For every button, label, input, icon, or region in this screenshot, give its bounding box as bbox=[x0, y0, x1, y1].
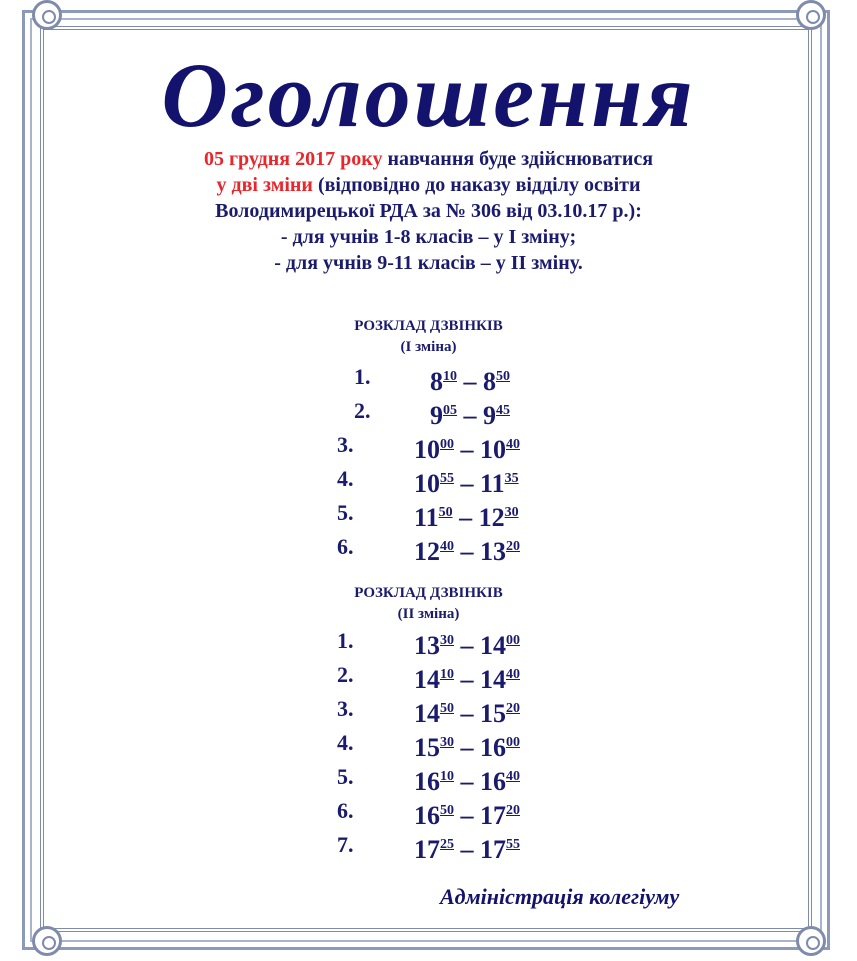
start-minute: 10 bbox=[440, 667, 454, 682]
end-minute: 40 bbox=[506, 437, 520, 452]
schedule-2-list bbox=[0, 624, 857, 862]
lesson-time: $10^{00} - 10^{40}$ bbox=[414, 435, 520, 464]
corner-ornament-icon bbox=[32, 0, 62, 30]
lesson-time: $14^{10} - 14^{40}$ bbox=[414, 665, 520, 694]
start-hour: 11 bbox=[414, 503, 439, 532]
start-hour: 14 bbox=[414, 699, 440, 728]
lesson-time: $17^{25} - 17^{55}$ bbox=[414, 835, 520, 864]
lesson-number: 4. bbox=[337, 730, 354, 755]
lesson-number: 2. bbox=[337, 662, 354, 687]
lesson-number: 3. bbox=[337, 696, 354, 721]
end-hour: 14 bbox=[480, 665, 506, 694]
lesson-time: $16^{50} - 17^{20}$ bbox=[414, 801, 520, 830]
start-hour: 10 bbox=[414, 469, 440, 498]
start-minute: 55 bbox=[440, 471, 454, 486]
start-minute: 10 bbox=[443, 369, 457, 384]
corner-ornament-icon bbox=[796, 0, 826, 30]
lesson-time: $11^{50} - 12^{30}$ bbox=[414, 503, 519, 532]
lesson-number: 5. bbox=[337, 500, 354, 525]
intro-line-3: Володимирецької РДА за № 306 від 03.10.17 р.): bbox=[215, 200, 642, 222]
intro-line-2-rest: (відповідно до наказу відділу освіти bbox=[312, 174, 641, 196]
start-minute: 25 bbox=[440, 837, 454, 852]
end-hour: 17 bbox=[480, 801, 506, 830]
lesson-number: 7. bbox=[337, 832, 354, 857]
schedule-2-subheading: (ІІ зміна) bbox=[397, 606, 460, 622]
schedule-row bbox=[0, 530, 857, 564]
schedule-row bbox=[0, 624, 857, 658]
end-minute: 30 bbox=[504, 505, 519, 520]
schedule-row bbox=[0, 760, 857, 794]
end-minute: 50 bbox=[496, 369, 510, 384]
end-hour: 16 bbox=[480, 767, 506, 796]
intro-line-1-rest: навчання буде здійснюватися bbox=[382, 148, 654, 170]
start-minute: 10 bbox=[440, 769, 454, 784]
lesson-number: 6. bbox=[337, 534, 354, 559]
schedule-row bbox=[0, 394, 857, 428]
schedule-1-list bbox=[0, 360, 857, 564]
lesson-number: 5. bbox=[337, 764, 354, 789]
end-minute: 35 bbox=[504, 471, 519, 486]
schedule-row bbox=[0, 496, 857, 530]
lesson-time: $8^{10} - 8^{50}$ bbox=[430, 367, 510, 396]
schedule-row bbox=[0, 360, 857, 394]
lesson-time: $10^{55} - 11^{35}$ bbox=[414, 469, 519, 498]
end-hour: 16 bbox=[480, 733, 506, 762]
start-hour: 17 bbox=[414, 835, 440, 864]
schedule-row bbox=[0, 462, 857, 496]
lesson-number: 1. bbox=[354, 364, 371, 389]
lesson-time: $15^{30} - 16^{00}$ bbox=[414, 733, 520, 762]
announcement-intro bbox=[60, 146, 797, 276]
end-minute: 40 bbox=[506, 667, 520, 682]
end-minute: 00 bbox=[506, 633, 520, 648]
end-hour: 17 bbox=[480, 835, 506, 864]
end-minute: 20 bbox=[506, 539, 520, 554]
end-hour: 9 bbox=[483, 401, 496, 430]
announcement-title: Оголошення bbox=[161, 44, 696, 146]
start-hour: 8 bbox=[430, 367, 443, 396]
schedule-row bbox=[0, 828, 857, 862]
lesson-time: $12^{40} - 13^{20}$ bbox=[414, 537, 520, 566]
start-hour: 16 bbox=[414, 767, 440, 796]
start-minute: 00 bbox=[440, 437, 454, 452]
start-hour: 16 bbox=[414, 801, 440, 830]
start-hour: 14 bbox=[414, 665, 440, 694]
start-hour: 9 bbox=[430, 401, 443, 430]
corner-ornament-icon bbox=[796, 926, 826, 956]
end-minute: 20 bbox=[506, 701, 520, 716]
end-hour: 14 bbox=[480, 631, 506, 660]
lesson-number: 2. bbox=[354, 398, 371, 423]
lesson-number: 1. bbox=[337, 628, 354, 653]
start-minute: 05 bbox=[443, 403, 457, 418]
schedule-row bbox=[0, 794, 857, 828]
schedule-1-heading: РОЗКЛАД ДЗВІНКІВ bbox=[354, 318, 503, 334]
start-minute: 30 bbox=[440, 633, 454, 648]
intro-line-5: - для учнів 9-11 класів – у ІІ зміну. bbox=[274, 252, 583, 274]
start-minute: 50 bbox=[440, 701, 454, 716]
start-minute: 30 bbox=[440, 735, 454, 750]
end-hour: 10 bbox=[480, 435, 506, 464]
schedule-row bbox=[0, 658, 857, 692]
start-hour: 12 bbox=[414, 537, 440, 566]
signature-text: Адміністрація колегіуму bbox=[440, 884, 680, 909]
corner-ornament-icon bbox=[32, 926, 62, 956]
end-minute: 20 bbox=[506, 803, 520, 818]
end-hour: 8 bbox=[483, 367, 496, 396]
lesson-number: 4. bbox=[337, 466, 354, 491]
start-minute: 50 bbox=[438, 505, 453, 520]
start-hour: 10 bbox=[414, 435, 440, 464]
end-minute: 40 bbox=[506, 769, 520, 784]
intro-line-1 bbox=[60, 146, 797, 172]
end-hour: 13 bbox=[480, 537, 506, 566]
start-minute: 50 bbox=[440, 803, 454, 818]
end-hour: 11 bbox=[480, 469, 505, 498]
date-text: 05 грудня 2017 року bbox=[203, 148, 383, 170]
lesson-time: $13^{30} - 14^{00}$ bbox=[414, 631, 520, 660]
end-hour: 15 bbox=[480, 699, 506, 728]
start-hour: 15 bbox=[414, 733, 440, 762]
schedule-1-subheading: (І зміна) bbox=[400, 339, 457, 355]
start-hour: 13 bbox=[414, 631, 440, 660]
lesson-number: 3. bbox=[337, 432, 354, 457]
end-minute: 45 bbox=[496, 403, 510, 418]
schedule-2-heading: РОЗКЛАД ДЗВІНКІВ bbox=[354, 585, 503, 601]
schedule-1-header bbox=[0, 316, 857, 358]
lesson-time: $16^{10} - 16^{40}$ bbox=[414, 767, 520, 796]
schedule-row bbox=[0, 428, 857, 462]
schedule-row bbox=[0, 726, 857, 760]
schedule-2-header bbox=[0, 583, 857, 625]
start-minute: 40 bbox=[440, 539, 454, 554]
lesson-number: 6. bbox=[337, 798, 354, 823]
shifts-text: у дві зміни bbox=[216, 174, 313, 196]
end-minute: 55 bbox=[506, 837, 520, 852]
lesson-time: $14^{50} - 15^{20}$ bbox=[414, 699, 520, 728]
intro-line-2 bbox=[60, 172, 797, 198]
lesson-time: $9^{05} - 9^{45}$ bbox=[430, 401, 510, 430]
end-hour: 12 bbox=[478, 503, 505, 532]
schedule-row bbox=[0, 692, 857, 726]
intro-line-4: - для учнів 1-8 класів – у І зміну; bbox=[280, 226, 577, 248]
end-minute: 00 bbox=[506, 735, 520, 750]
